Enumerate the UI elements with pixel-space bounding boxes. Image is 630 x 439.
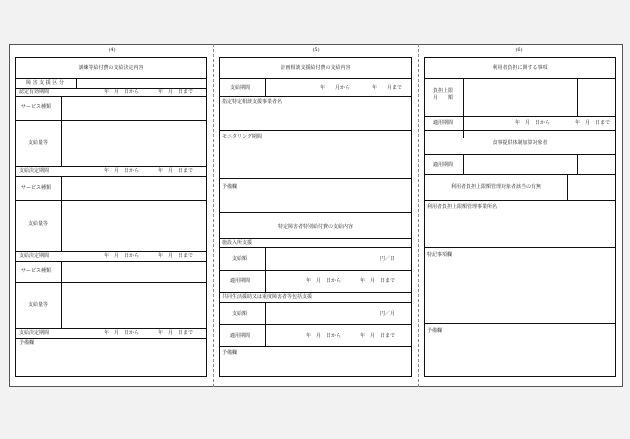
service-type-label: サービス種類 bbox=[21, 185, 52, 191]
date-to: 年 月 日まで bbox=[158, 330, 194, 336]
service-type-label: サービス種類 bbox=[21, 104, 52, 110]
page-number: (5) bbox=[312, 47, 320, 53]
facility-label: 施設入所支援 bbox=[222, 240, 253, 246]
monitoring-label: モニタリング期間 bbox=[222, 134, 262, 140]
group-home-label: 共同生活援助又は重度障害者等包括支援 bbox=[222, 294, 313, 300]
date-from: 年 月 日から bbox=[104, 330, 140, 336]
date-from: 年 月 日から bbox=[104, 253, 140, 259]
limit-amount-label: 負担上限 月 額 bbox=[433, 88, 454, 101]
date-to: 年 月 日まで bbox=[158, 89, 194, 95]
remarks-label: 予備欄 bbox=[222, 350, 238, 356]
service-type-label: サービス種類 bbox=[21, 268, 52, 274]
amount-label: 支給額 bbox=[232, 256, 248, 262]
panel-training-benefits bbox=[15, 57, 207, 377]
applicable-period-label: 適用期間 bbox=[230, 333, 251, 339]
applicable-period-label: 適用期間 bbox=[433, 120, 454, 126]
per-day: 円／日 bbox=[380, 256, 396, 262]
fold-line bbox=[418, 44, 419, 387]
decision-period-label: 支給決定期間 bbox=[19, 330, 50, 336]
date-from: 年 月 日から bbox=[306, 333, 342, 339]
date-to: 年 月 日まで bbox=[158, 253, 194, 259]
remarks-label: 予備欄 bbox=[427, 328, 443, 334]
mgmt-provider-label: 利用者負担上限額管理事業所名 bbox=[427, 204, 498, 210]
special-benefit-title: 特定障害者特別給付費の支給内容 bbox=[277, 224, 353, 230]
remarks-label: 予備欄 bbox=[222, 184, 238, 190]
panel-user-burden bbox=[424, 57, 616, 377]
date-to: 年 月まで bbox=[372, 85, 403, 91]
cert-period-label: 認定有効期間 bbox=[19, 89, 50, 95]
page-number: (6) bbox=[515, 47, 523, 53]
date-from: 年 月から bbox=[320, 85, 351, 91]
applicable-period-label: 適用期間 bbox=[230, 278, 251, 284]
date-to: 年 月 日まで bbox=[575, 120, 611, 126]
remarks-label: 予備欄 bbox=[19, 340, 35, 346]
date-to: 年 月 日まで bbox=[360, 278, 396, 284]
panel-plan-consultation bbox=[219, 57, 412, 377]
applicable-period-label: 適用期間 bbox=[433, 162, 454, 168]
amount-label: 支給量等 bbox=[28, 140, 49, 146]
panel-title: 計画相談支援給付費の支給内容 bbox=[280, 65, 351, 71]
fold-line bbox=[213, 44, 214, 387]
decision-period-label: 支給決定期間 bbox=[19, 253, 50, 259]
special-notes-label: 特記事項欄 bbox=[427, 252, 453, 258]
benefit-period-label: 支給期間 bbox=[230, 85, 251, 91]
meal-subsidy-title: 食事提供体制加算対象者 bbox=[492, 140, 548, 146]
category-label: 障 害 支 援 区 分 bbox=[26, 80, 64, 86]
decision-period-label: 支給決定期間 bbox=[19, 168, 50, 174]
panel-title: 訓練等給付費の支給決定内容 bbox=[78, 65, 144, 71]
date-from: 年 月 日から bbox=[515, 120, 551, 126]
panel-title: 利用者負担に関する事項 bbox=[492, 65, 548, 71]
page-number: (4) bbox=[108, 47, 116, 53]
date-to: 年 月 日まで bbox=[158, 168, 194, 174]
amount-label: 支給額 bbox=[232, 311, 248, 317]
date-from: 年 月 日から bbox=[104, 89, 140, 95]
mgmt-target-title: 利用者負担上限額管理対象者該当の有無 bbox=[450, 184, 541, 190]
date-to: 年 月 日まで bbox=[360, 333, 396, 339]
per-month: 円／月 bbox=[380, 311, 396, 317]
date-from: 年 月 日から bbox=[306, 278, 342, 284]
provider-label: 指定特定相談支援事業者名 bbox=[222, 99, 283, 105]
amount-label: 支給量等 bbox=[28, 302, 49, 308]
date-from: 年 月 日から bbox=[104, 168, 140, 174]
amount-label: 支給量等 bbox=[28, 221, 49, 227]
